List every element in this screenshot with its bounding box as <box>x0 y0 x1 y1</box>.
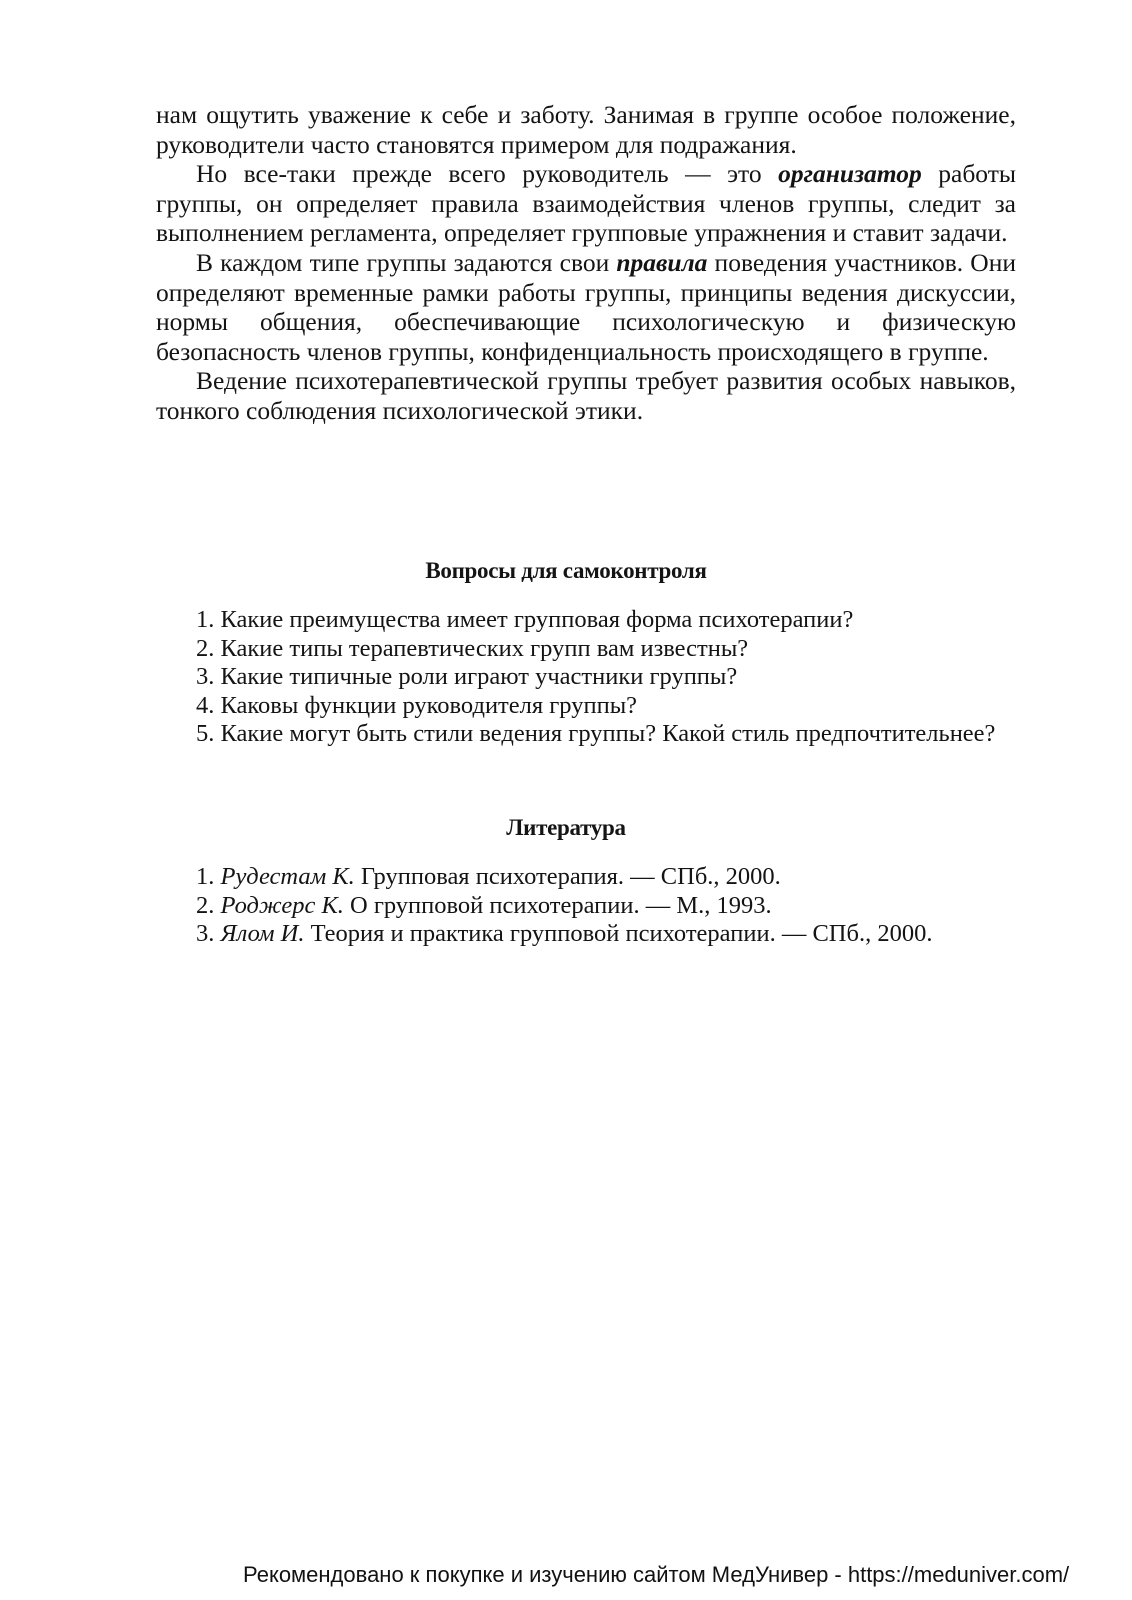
question-item <box>156 720 1016 749</box>
literature-item <box>156 863 1016 892</box>
literature-number: 3. <box>196 920 215 947</box>
paragraph-1 <box>156 100 1016 159</box>
literature-heading: Литература <box>506 815 626 840</box>
question-text: Какие типы терапевтических групп вам известны? <box>220 634 749 662</box>
paragraph-3 <box>156 248 1016 366</box>
body-text <box>156 100 1016 426</box>
literature-list <box>156 863 1016 949</box>
literature-item <box>156 920 1016 949</box>
paragraph-text: нам ощутить уважение к себе и заботу. Занимая в группе особое положение, руководители часто становятся примером для подражания. <box>156 100 1016 159</box>
question-number: 5. <box>196 720 215 747</box>
paragraph-text: работы группы, он определяет правила взаимодействия членов группы, следит за выполнением регламента, определяет групповые упражнения и ставит задачи. <box>156 159 1017 248</box>
paragraph-2 <box>156 159 1016 248</box>
question-item <box>156 692 1016 721</box>
question-number: 3. <box>196 663 215 690</box>
paragraph-text: Но все-таки прежде всего руководитель — это <box>196 159 779 189</box>
literature-item <box>156 892 1016 921</box>
questions-heading: Вопросы для самоконтроля <box>425 558 707 583</box>
footer-watermark-text: Рекомендовано к покупке и изучению сайтом МедУнивер - https://meduniver.com/ <box>243 1562 1070 1587</box>
question-item <box>156 635 1016 664</box>
literature-author: Ялом И. <box>220 920 305 947</box>
question-text: Какие типичные роли играют участники группы? <box>220 663 738 690</box>
literature-author: Роджерс К. <box>220 891 344 919</box>
literature-number: 2. <box>196 891 215 919</box>
literature-title: О групповой психотерапии. — М., 1993. <box>350 891 772 919</box>
questions-list <box>156 606 1016 749</box>
paragraph-4 <box>156 366 1016 425</box>
literature-number: 1. <box>196 863 215 890</box>
question-text: Какие преимущества имеет групповая форма психотерапии? <box>220 606 854 633</box>
paragraph-text: В каждом типе группы задаются свои <box>196 247 617 277</box>
question-number: 4. <box>196 691 215 719</box>
question-number: 1. <box>196 606 215 633</box>
paragraph-text: поведения участников. Они определяют временные рамки работы группы, принципы ведения дискуссии, нормы общения, обеспечивающие психологическую и физическую безопасность членов группы, конфиденциальность происходящего в группе. <box>156 247 1017 366</box>
term-organizer: организатор <box>778 159 922 189</box>
question-item <box>156 663 1016 692</box>
term-rules: правила <box>616 247 708 277</box>
question-text: Каковы функции руководителя группы? <box>220 691 638 719</box>
question-number: 2. <box>196 634 215 662</box>
question-text: Какие могут быть стили ведения группы? Какой стиль предпочтительнее? <box>220 720 996 747</box>
literature-title: Теория и практика групповой психотерапии. — СПб., 2000. <box>310 920 933 947</box>
question-item <box>156 606 1016 635</box>
literature-author: Рудестам К. <box>220 863 355 890</box>
literature-title: Групповая психотерапия. — СПб., 2000. <box>360 863 781 890</box>
paragraph-text: Ведение психотерапевтической группы требует развития особых навыков, тонкого соблюдения психологической этики. <box>156 366 1016 425</box>
